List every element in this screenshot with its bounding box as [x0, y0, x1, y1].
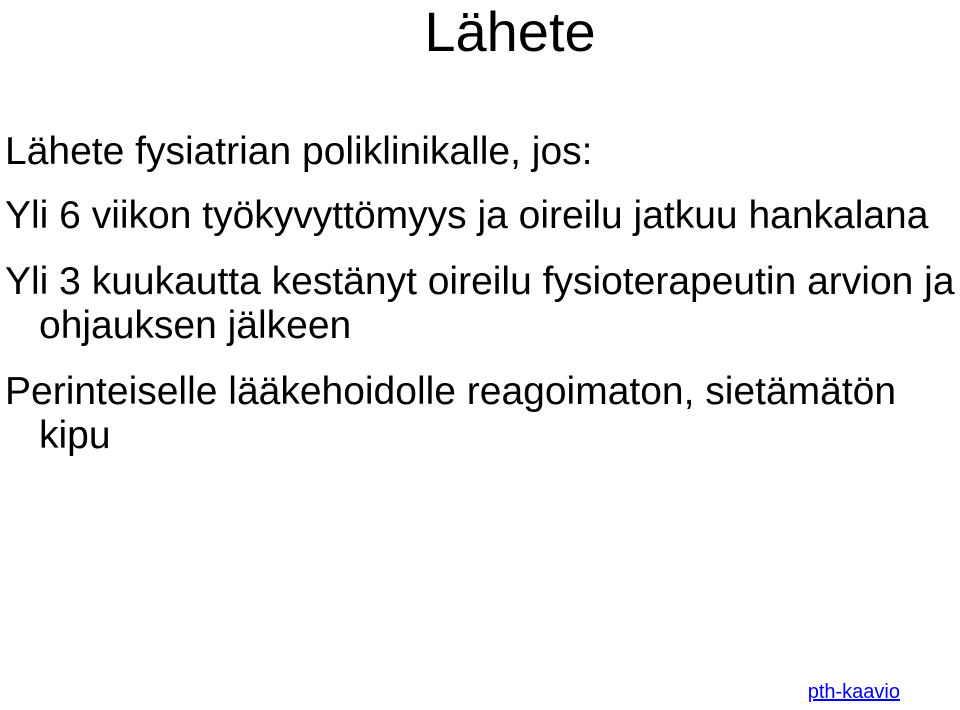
- intro-line: Lähete fysiatrian poliklinikalle, jos:: [5, 130, 593, 173]
- slide-content: [5, 130, 955, 458]
- slide-title: Lähete: [424, 0, 596, 63]
- pth-kaavio-link[interactable]: pth-kaavio: [807, 681, 900, 703]
- criterion-item-2: Yli 3 kuukautta kestänyt oireilu fysioterapeutin arvion ja ohjauksen jälkeen: [5, 260, 955, 347]
- criterion-item-1: Yli 6 viikon työkyvyttömyys ja oireilu jatkuu hankalana: [5, 194, 929, 237]
- criterion-item-3: Perinteiselle lääkehoidolle reagoimaton, sietämätön kipu: [5, 370, 897, 457]
